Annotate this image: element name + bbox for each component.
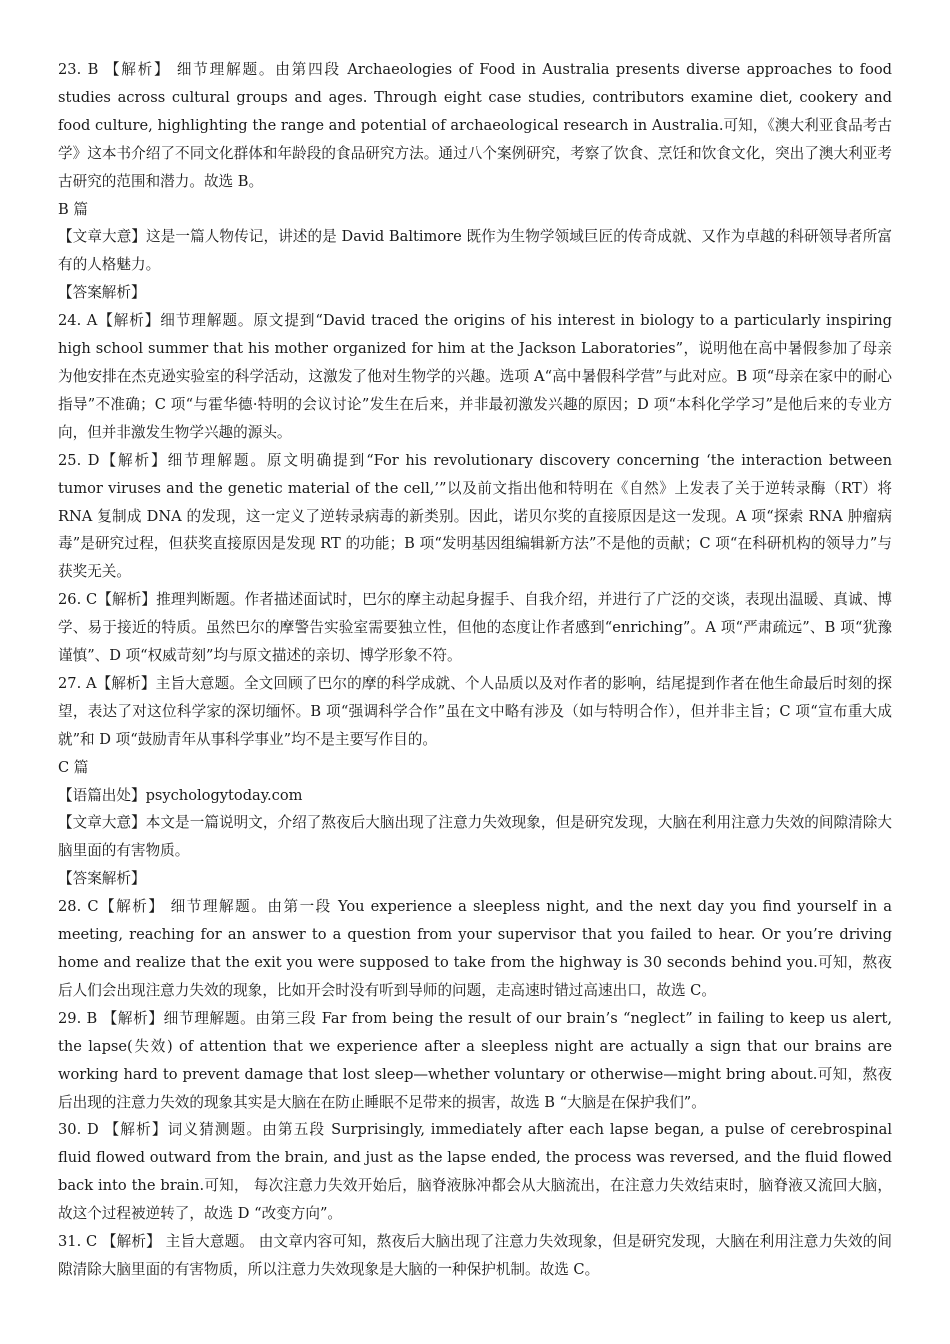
explanation-q23: 23. B 【解析】 细节理解题。由第四段 Archaeologies of Food in Australia presents diverse approaches to food studies across cultural groups and ages. Through eight case studies, contributors examine diet, cookery and food culture, highlighting the range and potential of archaeological research in Australia.可知，《澳大利亚食品考古学》这本书介绍了不同文化群体和年龄段的食品研究方法。通过八个案例研究，考察了饮食、烹饪和饮食文化，突出了澳大利亚考古研究的范围和潜力。故选 B。 bbox=[58, 61, 892, 190]
answer-explanations-page bbox=[58, 56, 892, 1284]
section-heading-b: B 篇 bbox=[58, 200, 88, 218]
section-heading-c: C 篇 bbox=[58, 758, 89, 776]
explanation-q31: 31. C 【解析】 主旨大意题。 由文章内容可知，熬夜后大脑出现了注意力失效现象，但是研究发现，大脑在利用注意力失效的间隙清除大脑里面的有害物质，所以注意力失效现象是大脑的一种保护机制。故选 C。 bbox=[58, 1233, 892, 1278]
passage-b-summary: 【文章大意】这是一篇人物传记，讲述的是 David Baltimore 既作为生物学领域巨匠的传奇成就、又作为卓越的科研领导者所富有的人格魅力。 bbox=[58, 228, 892, 274]
explanation-q30: 30. D 【解析】词义猜测题。由第五段 Surprisingly, immediately after each lapse began, a pulse of cerebrospinal fluid flowed outward from the brain, and just as the lapse ended, the process was reversed, and the fluid flowed back into the brain.可知， 每次注意力失效开始后，脑脊液脉冲都会从大脑流出，在注意力失效结束时，脑脊液又流回大脑，故这个过程被逆转了，故选 D “改变方向”。 bbox=[58, 1121, 892, 1223]
explanation-q24: 24. A【解析】细节理解题。原文提到“David traced the origins of his interest in biology to a particularly inspiring high school summer that his mother organized for him at the Jackson Laboratories”，说明他在高中暑假参加了母亲为他安排在杰克逊实验室的科学活动，这激发了他对生物学的兴趣。选项 A“高中暑假科学营”与此对应。B 项“母亲在家中的耐心指导”不准确；C 项“与霍华德·特明的会议讨论”发生在后来，并非最初激发兴趣的原因；D 项“本科化学学习”是他后来的专业方向，但并非激发生物学兴趣的源头。 bbox=[58, 312, 892, 441]
explanation-q29: 29. B 【解析】细节理解题。由第三段 Far from being the result of our brain’s “neglect” in failing to keep us alert, the lapse(失效) of attention that we experience after a sleepless night are actually a sign that our brains are working hard to prevent damage that lost sleep—whether voluntary or otherwise—might bring about.可知，熬夜后出现的注意力失效的现象其实是大脑在在防止睡眠不足带来的损害，故选 B “大脑是在保护我们”。 bbox=[58, 1009, 892, 1111]
explanation-q25: 25. D【解析】细节理解题。原文明确提到“For his revolutionary discovery concerning ‘the interaction between tumor viruses and the genetic material of the cell,’”以及前文指出他和特明在《自然》上发表了关于逆转录酶（RT）将 RNA 复制成 DNA 的发现，这一定义了逆转录病毒的新类别。因此，诺贝尔奖的直接原因是这一发现。A 项“探索 RNA 肿瘤病毒”是研究过程，但获奖直接原因是发现 RT 的功能；B 项“发明基因组编辑新方法”不是他的贡献；C 项“在科研机构的领导力”与获奖无关。 bbox=[58, 451, 892, 581]
explanation-q26: 26. C【解析】推理判断题。作者描述面试时，巴尔的摩主动起身握手、自我介绍，并进行了广泛的交谈，表现出温暖、真诚、博学、易于接近的特质。虽然巴尔的摩警告实验室需要独立性，但他的态度让作者感到“enriching”。A 项“严肃疏远”、B 项“犹豫谨慎”、D 项“权威苛刻”均与原文描述的亲切、博学形象不符。 bbox=[58, 591, 892, 665]
passage-c-summary: 【文章大意】本文是一篇说明文，介绍了熬夜后大脑出现了注意力失效现象，但是研究发现，大脑在利用注意力失效的间隙清除大脑里面的有害物质。 bbox=[58, 814, 892, 860]
explanation-q28: 28. C【解析】 细节理解题。由第一段 You experience a sleepless night, and the next day you find yourself in a meeting, reaching for an answer to a question from your supervisor that you failed to hear. Or you’re driving home and realize that the exit you were supposed to take from the highway is 30 seconds behind you.可知，熬夜后人们会出现注意力失效的现象，比如开会时没有听到导师的问题，走高速时错过高速出口，故选 C。 bbox=[58, 898, 892, 999]
explanation-q27: 27. A【解析】主旨大意题。全文回顾了巴尔的摩的科学成就、个人品质以及对作者的影响，结尾提到作者在他生命最后时刻的探望，表达了对这位科学家的深切缅怀。B 项“强调科学合作”虽在文中略有涉及（如与特明合作），但并非主旨；C 项“宣布重大成就”和 D 项“鼓励青年从事科学事业”均不是主要写作目的。 bbox=[58, 674, 892, 748]
passage-c-source: 【语篇出处】psychologytoday.com bbox=[58, 786, 303, 804]
passage-b-answers-heading: 【答案解析】 bbox=[58, 284, 146, 302]
passage-c-answers-heading: 【答案解析】 bbox=[58, 870, 146, 888]
